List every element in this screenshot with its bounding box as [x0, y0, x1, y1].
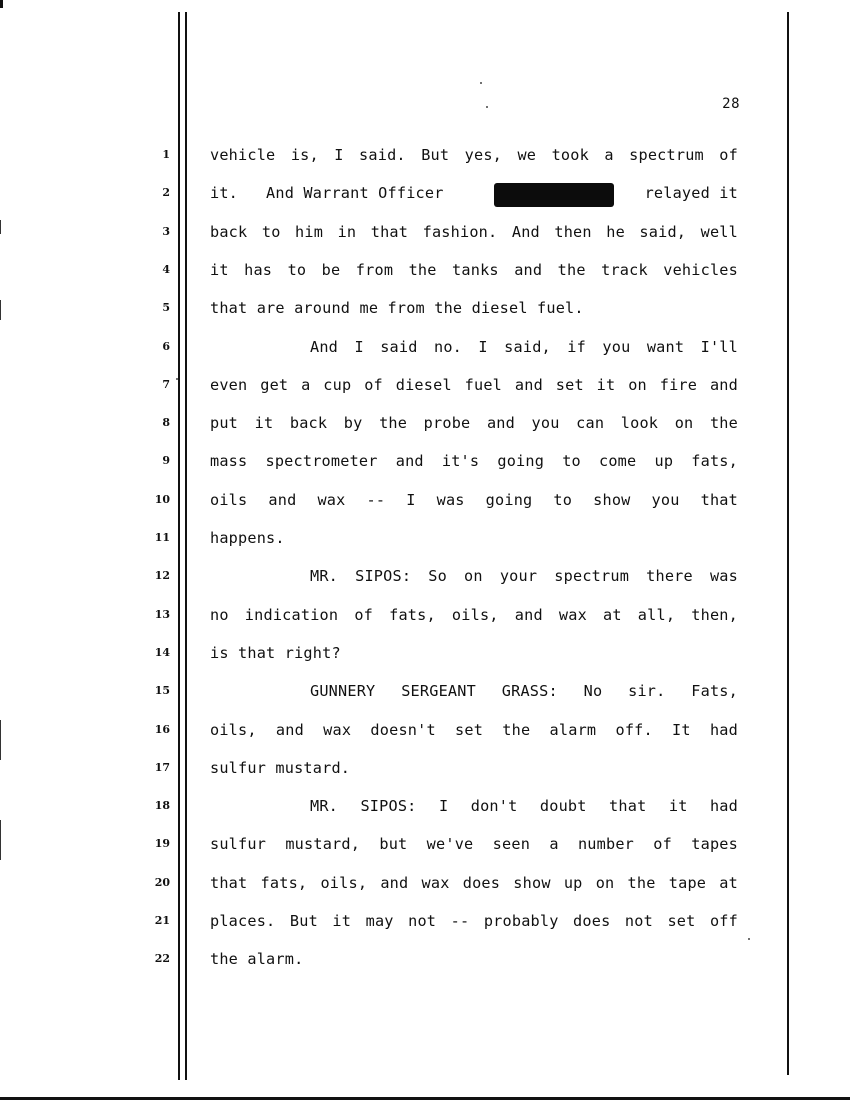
- line-number: 7: [162, 378, 170, 391]
- line-number: 4: [162, 263, 170, 276]
- transcript-line: put it back by the probe and you can look on the: [210, 414, 738, 432]
- transcript-line: the alarm.: [210, 950, 304, 968]
- line-number: 14: [154, 646, 170, 659]
- transcript-line: no indication of fats, oils, and wax at all, then,: [210, 606, 738, 624]
- transcript-line: vehicle is, I said. But yes, we took a spectrum of: [210, 146, 738, 164]
- scan-tick: [0, 720, 1, 760]
- transcript-line: happens.: [210, 529, 285, 547]
- line-number: 6: [162, 340, 170, 353]
- line-number: 19: [154, 837, 170, 850]
- scan-speck: [176, 378, 178, 380]
- right-margin-rule: [787, 12, 789, 1075]
- transcript-line-part: relayed it: [644, 184, 738, 202]
- line-number: 2: [162, 186, 170, 199]
- line-number: 15: [154, 684, 170, 697]
- line-number: 5: [162, 301, 170, 314]
- transcript-line: mass spectrometer and it's going to come up fats,: [210, 452, 738, 470]
- scan-tick: [0, 220, 1, 234]
- line-number: 9: [162, 454, 170, 467]
- scan-speck: [748, 938, 750, 940]
- line-number: 11: [154, 531, 170, 544]
- transcript-line: it has to be from the tanks and the track vehicles: [210, 261, 738, 279]
- left-margin-rule: [178, 12, 180, 1080]
- line-number: 16: [154, 723, 170, 736]
- transcript-line: is that right?: [210, 644, 341, 662]
- page-edge-mark: [0, 0, 3, 8]
- line-number: 1: [162, 148, 170, 161]
- line-number: 12: [154, 569, 170, 582]
- transcript-line: MR. SIPOS: I don't doubt that it had: [310, 797, 738, 815]
- scan-speck: [486, 106, 488, 108]
- scan-speck: [480, 82, 482, 84]
- transcript-line: back to him in that fashion. And then he said, well: [210, 223, 738, 241]
- line-number: 17: [154, 761, 170, 774]
- transcript-line: And I said no. I said, if you want I'll: [310, 338, 738, 356]
- transcript-line: oils, and wax doesn't set the alarm off. It had: [210, 721, 738, 739]
- line-number: 21: [154, 914, 170, 927]
- redaction-block: [494, 183, 614, 207]
- transcript-line: sulfur mustard.: [210, 759, 351, 777]
- transcript-line: oils and wax -- I was going to show you that: [210, 491, 738, 509]
- line-number: 10: [154, 493, 170, 506]
- line-number: 18: [154, 799, 170, 812]
- transcript-line: that fats, oils, and wax does show up on the tape at: [210, 874, 738, 892]
- line-number: 20: [154, 876, 170, 889]
- line-number: 8: [162, 416, 170, 429]
- transcript-line: MR. SIPOS: So on your spectrum there was: [310, 567, 738, 585]
- transcript-line: GUNNERY SERGEANT GRASS: No sir. Fats,: [310, 682, 738, 700]
- left-margin-rule-inner: [185, 12, 187, 1080]
- line-number: 22: [154, 952, 170, 965]
- line-number: 13: [154, 608, 170, 621]
- scan-tick: [0, 820, 1, 860]
- transcript-line: even get a cup of diesel fuel and set it on fire and: [210, 376, 738, 394]
- transcript-line: that are around me from the diesel fuel.: [210, 299, 584, 317]
- bottom-rule: [0, 1097, 850, 1100]
- transcript-line: sulfur mustard, but we've seen a number of tapes: [210, 835, 738, 853]
- scan-tick: [0, 300, 1, 320]
- line-number: 3: [162, 225, 170, 238]
- page-number: 28: [722, 96, 740, 112]
- transcript-line-part: it. And Warrant Officer: [210, 184, 444, 202]
- transcript-line: places. But it may not -- probably does not set off: [210, 912, 738, 930]
